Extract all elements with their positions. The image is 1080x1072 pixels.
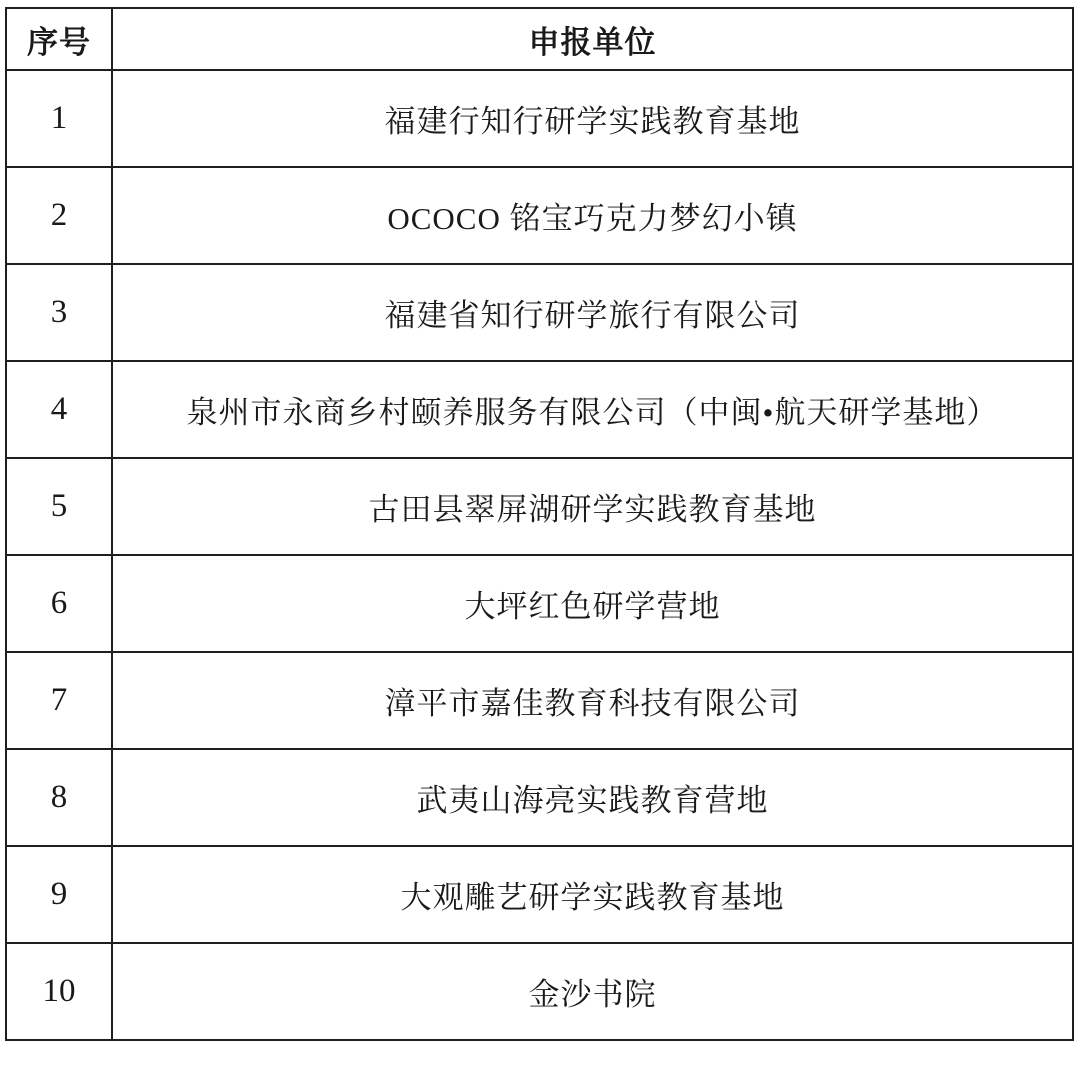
- table-row: [6, 943, 1073, 1040]
- table-row: [6, 652, 1073, 749]
- serial-number-cell: 6: [6, 555, 112, 652]
- applicant-unit-cell: 福建省知行研学旅行有限公司: [112, 264, 1073, 361]
- serial-number-cell: 10: [6, 943, 112, 1040]
- serial-number-cell: 7: [6, 652, 112, 749]
- applicant-unit-cell: 漳平市嘉佳教育科技有限公司: [112, 652, 1073, 749]
- applicant-unit-cell: 大观雕艺研学实践教育基地: [112, 846, 1073, 943]
- table-row: [6, 846, 1073, 943]
- table-row: [6, 167, 1073, 264]
- applicant-unit-cell: 福建行知行研学实践教育基地: [112, 70, 1073, 167]
- applicants-table: [5, 7, 1074, 1041]
- column-header-serial-number: 序号: [6, 8, 112, 70]
- applicant-unit-cell: 大坪红色研学营地: [112, 555, 1073, 652]
- applicant-unit-cell: 泉州市永商乡村颐养服务有限公司（中闽•航天研学基地）: [112, 361, 1073, 458]
- table-row: [6, 458, 1073, 555]
- serial-number-cell: 8: [6, 749, 112, 846]
- serial-number-cell: 3: [6, 264, 112, 361]
- table-row: [6, 749, 1073, 846]
- serial-number-cell: 5: [6, 458, 112, 555]
- table-row: [6, 70, 1073, 167]
- applicant-unit-cell: 武夷山海亮实践教育营地: [112, 749, 1073, 846]
- serial-number-cell: 9: [6, 846, 112, 943]
- serial-number-cell: 1: [6, 70, 112, 167]
- table-header-row: [6, 8, 1073, 70]
- table-row: [6, 264, 1073, 361]
- applicant-unit-cell: 金沙书院: [112, 943, 1073, 1040]
- serial-number-cell: 4: [6, 361, 112, 458]
- table-row: [6, 361, 1073, 458]
- applicant-unit-cell: OCOCO 铭宝巧克力梦幻小镇: [112, 167, 1073, 264]
- serial-number-cell: 2: [6, 167, 112, 264]
- table-row: [6, 555, 1073, 652]
- applicant-unit-cell: 古田县翠屏湖研学实践教育基地: [112, 458, 1073, 555]
- column-header-applicant-unit: 申报单位: [112, 8, 1073, 70]
